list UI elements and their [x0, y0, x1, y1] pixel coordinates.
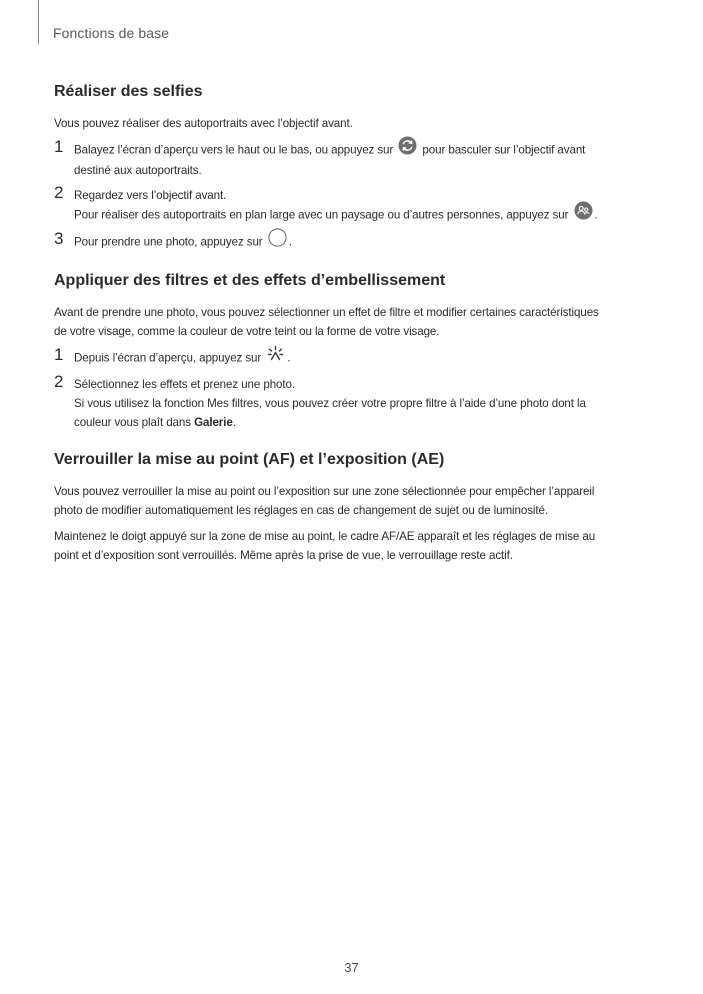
text-line: Maintenez le doigt appuyé sur la zone de mise au point, le cadre AF/AE apparaît et les réglages de mise au [54, 530, 596, 543]
text-line: Avant de prendre une photo, vous pouvez sélectionner un effet de filtre et modifier certaines caractéristiques [54, 306, 599, 319]
step-line: Si vous utilisez la fonction Mes filtres, vous pouvez créer votre propre filtre à l’aide d’une photo dont la [74, 397, 586, 410]
header-title: Fonctions de base [53, 25, 170, 41]
step-text: Pour prendre une photo, appuyez sur [74, 235, 266, 249]
step-number: 1 [54, 137, 64, 156]
step-text: couleur vous plaît dans [74, 416, 191, 429]
step-line [74, 413, 654, 432]
step-item [54, 345, 654, 369]
section-intro [54, 303, 654, 341]
section-intro: Vous pouvez réaliser des autoportraits avec l’objectif avant. [54, 117, 353, 130]
step-text: Depuis l’écran d’aperçu, appuyez sur [74, 351, 265, 365]
step-line: destiné aux autoportraits. [74, 164, 202, 177]
page-content [54, 82, 654, 583]
section-filters [54, 271, 654, 432]
step-number: 2 [54, 372, 64, 391]
steps-list [54, 137, 654, 253]
step-line [74, 205, 654, 226]
step-line: Regardez vers l’objectif avant. [74, 189, 227, 202]
section-title: Verrouiller la mise au point (AF) et l’exposition (AE) [54, 451, 445, 468]
page-number: 37 [344, 960, 359, 975]
section-paragraph [54, 527, 654, 565]
section-af-ae-lock [54, 450, 654, 565]
beauty-effects-icon [266, 344, 285, 369]
step-line [74, 348, 654, 369]
step-line [74, 232, 654, 253]
step-line [74, 140, 654, 161]
step-text: Balayez l’écran d’aperçu vers le haut ou le bas, ou appuyez sur [74, 143, 397, 157]
text-line: Vous pouvez verrouiller la mise au point ou l’exposition sur une zone sélectionnée pour empêcher l’appareil [54, 485, 595, 498]
step-item [54, 229, 654, 253]
step-text: pour basculer sur l’objectif avant [419, 143, 586, 157]
step-number: 1 [54, 345, 64, 364]
header-rule [38, 0, 39, 44]
section-paragraph [54, 482, 654, 520]
step-text: . [287, 351, 291, 365]
text-line: de votre visage, comme la couleur de votre teint ou la forme de votre visage. [54, 325, 440, 338]
wide-selfie-icon [574, 201, 593, 226]
step-text: Pour réaliser des autoportraits en plan large avec un paysage ou d’autres personnes, appuyez sur [74, 208, 572, 222]
text-line: photo de modifier automatiquement les réglages en cas de changement de sujet ou de luminosité. [54, 504, 548, 517]
text-line: point et d’exposition sont verrouillés. Même après la prise de vue, le verrouillage reste actif. [54, 549, 513, 562]
step-line: Sélectionnez les effets et prenez une photo. [74, 378, 295, 391]
step-number: 3 [54, 229, 64, 248]
shutter-button-icon [268, 228, 287, 253]
section-selfies [54, 82, 654, 253]
step-item [54, 137, 654, 180]
steps-list [54, 345, 654, 432]
galerie-app-name: Galerie [194, 416, 233, 429]
section-title: Appliquer des filtres et des effets d’embellissement [54, 272, 446, 289]
step-item [54, 183, 654, 226]
step-text: . [288, 235, 292, 249]
switch-camera-icon [398, 136, 417, 161]
step-text: . [232, 416, 236, 429]
step-text: . [594, 208, 598, 222]
step-item [54, 372, 654, 432]
section-title: Réaliser des selfies [54, 83, 203, 100]
step-number: 2 [54, 183, 64, 202]
